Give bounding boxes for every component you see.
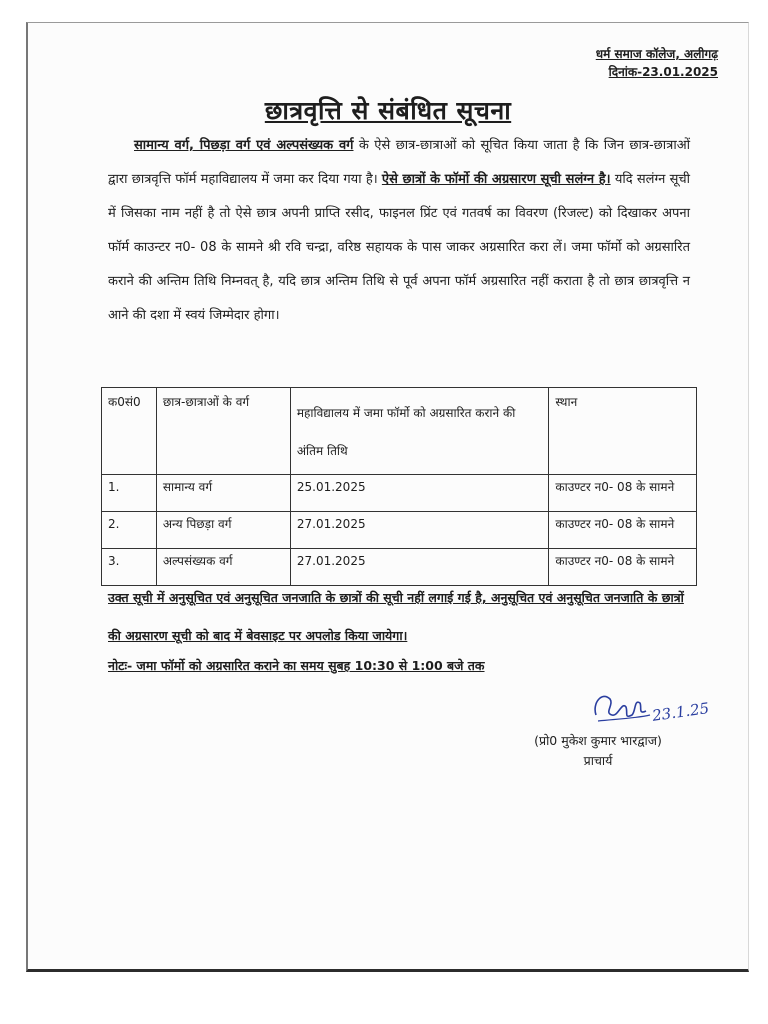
table-row — [102, 475, 697, 512]
attached-list-statement: ऐसे छात्रों के फॉर्मो की अग्रसारण सूची सलंग्न है। — [381, 172, 611, 187]
deadline-table — [101, 387, 697, 586]
row-category: अन्य पिछड़ा वर्ग — [156, 512, 290, 549]
row-place: काउण्टर न0- 08 के सामने — [549, 475, 697, 512]
notice-title: छात्रवृत्ति से संबंधित सूचना — [264, 96, 512, 125]
intro-text: के ऐसे छात्र-छात्राओं को सूचित किया जाता है कि जिन छात्र-छात्राओं द्वारा छात्रवृत्ति फॉर्म महाविद्यालय में जमा कर दिया गया है। — [108, 138, 690, 187]
timing-note: नोटः- जमा फॉर्मो को अग्रसारित कराने का समय सुबह 10:30 से 1:00 बजे तक — [108, 658, 485, 673]
row-category: अल्पसंख्यक वर्ग — [156, 549, 290, 586]
row-place: काउण्टर न0- 08 के सामने — [549, 512, 697, 549]
intro-underlined: सामान्य वर्ग, पिछड़ा वर्ग एवं अल्पसंख्यक वर्ग — [134, 138, 354, 153]
sc-st-notice: उक्त सूची में अनुसूचित एवं अनुसूचित जनजाति के छात्रों की सूची नहीं लगाई गई है, अनुसूचित एवं अनुसूचित जनजाति के छात्रों की अग्रसारण सूची को बाद में बेवसाइट पर अपलोड किया जायेगा। — [108, 590, 684, 643]
row-serial: 3. — [102, 549, 157, 586]
header-block — [488, 45, 718, 81]
notice-date: दिनांक-23.01.2025 — [608, 65, 718, 79]
row-serial: 2. — [102, 512, 157, 549]
row-date: 27.01.2025 — [290, 512, 549, 549]
instructions-text: यदि सलंग्न सूची में जिसका नाम नहीं है तो ऐसे छात्र अपनी प्राप्ति रसीद, फाइनल प्रिंट एवं गतवर्ष का विवरण (रिजल्ट) को दिखाकर अपना फॉर्म काउन्टर न0- 08 के सामने श्री रवि चन्द्रा, वरिष्ठ सहायक के पास जाकर अग्रसारित करा लें। जमा फॉर्मो को अग्रसारित कराने की अन्तिम तिथि निम्नवत् है, यदि छात्र अन्तिम तिथि से पूर्व अपना फॉर्म अग्रसारित नहीं कराता है तो छात्र छात्रवृत्ति न आने की दशा में स्वयं जिम्मेदार होगा। — [108, 172, 690, 323]
signature — [588, 685, 728, 733]
signatory-name: (प्रो0 मुकेश कुमार भारद्वाज) — [534, 733, 662, 748]
header-place: स्थान — [549, 388, 697, 475]
header-last-date: महाविद्यालय में जमा फॉर्मो को अग्रसारित कराने की अंतिम तिथि — [290, 388, 549, 475]
row-date: 25.01.2025 — [290, 475, 549, 512]
table-header-row — [102, 388, 697, 475]
signature-date: 23.1.25 — [651, 699, 711, 725]
header-category: छात्र-छात्राओं के वर्ग — [156, 388, 290, 475]
notice-page — [26, 22, 749, 972]
row-category: सामान्य वर्ग — [156, 475, 290, 512]
header-serial: क0सं0 — [102, 388, 157, 475]
row-date: 27.01.2025 — [290, 549, 549, 586]
row-serial: 1. — [102, 475, 157, 512]
notice-body — [108, 129, 690, 333]
row-place: काउण्टर न0- 08 के सामने — [549, 549, 697, 586]
signatory-block — [493, 731, 703, 771]
institution-name: धर्म समाज कॉलेज, अलीगढ़ — [595, 47, 718, 61]
table-row — [102, 512, 697, 549]
signatory-designation: प्राचार्य — [583, 753, 613, 768]
